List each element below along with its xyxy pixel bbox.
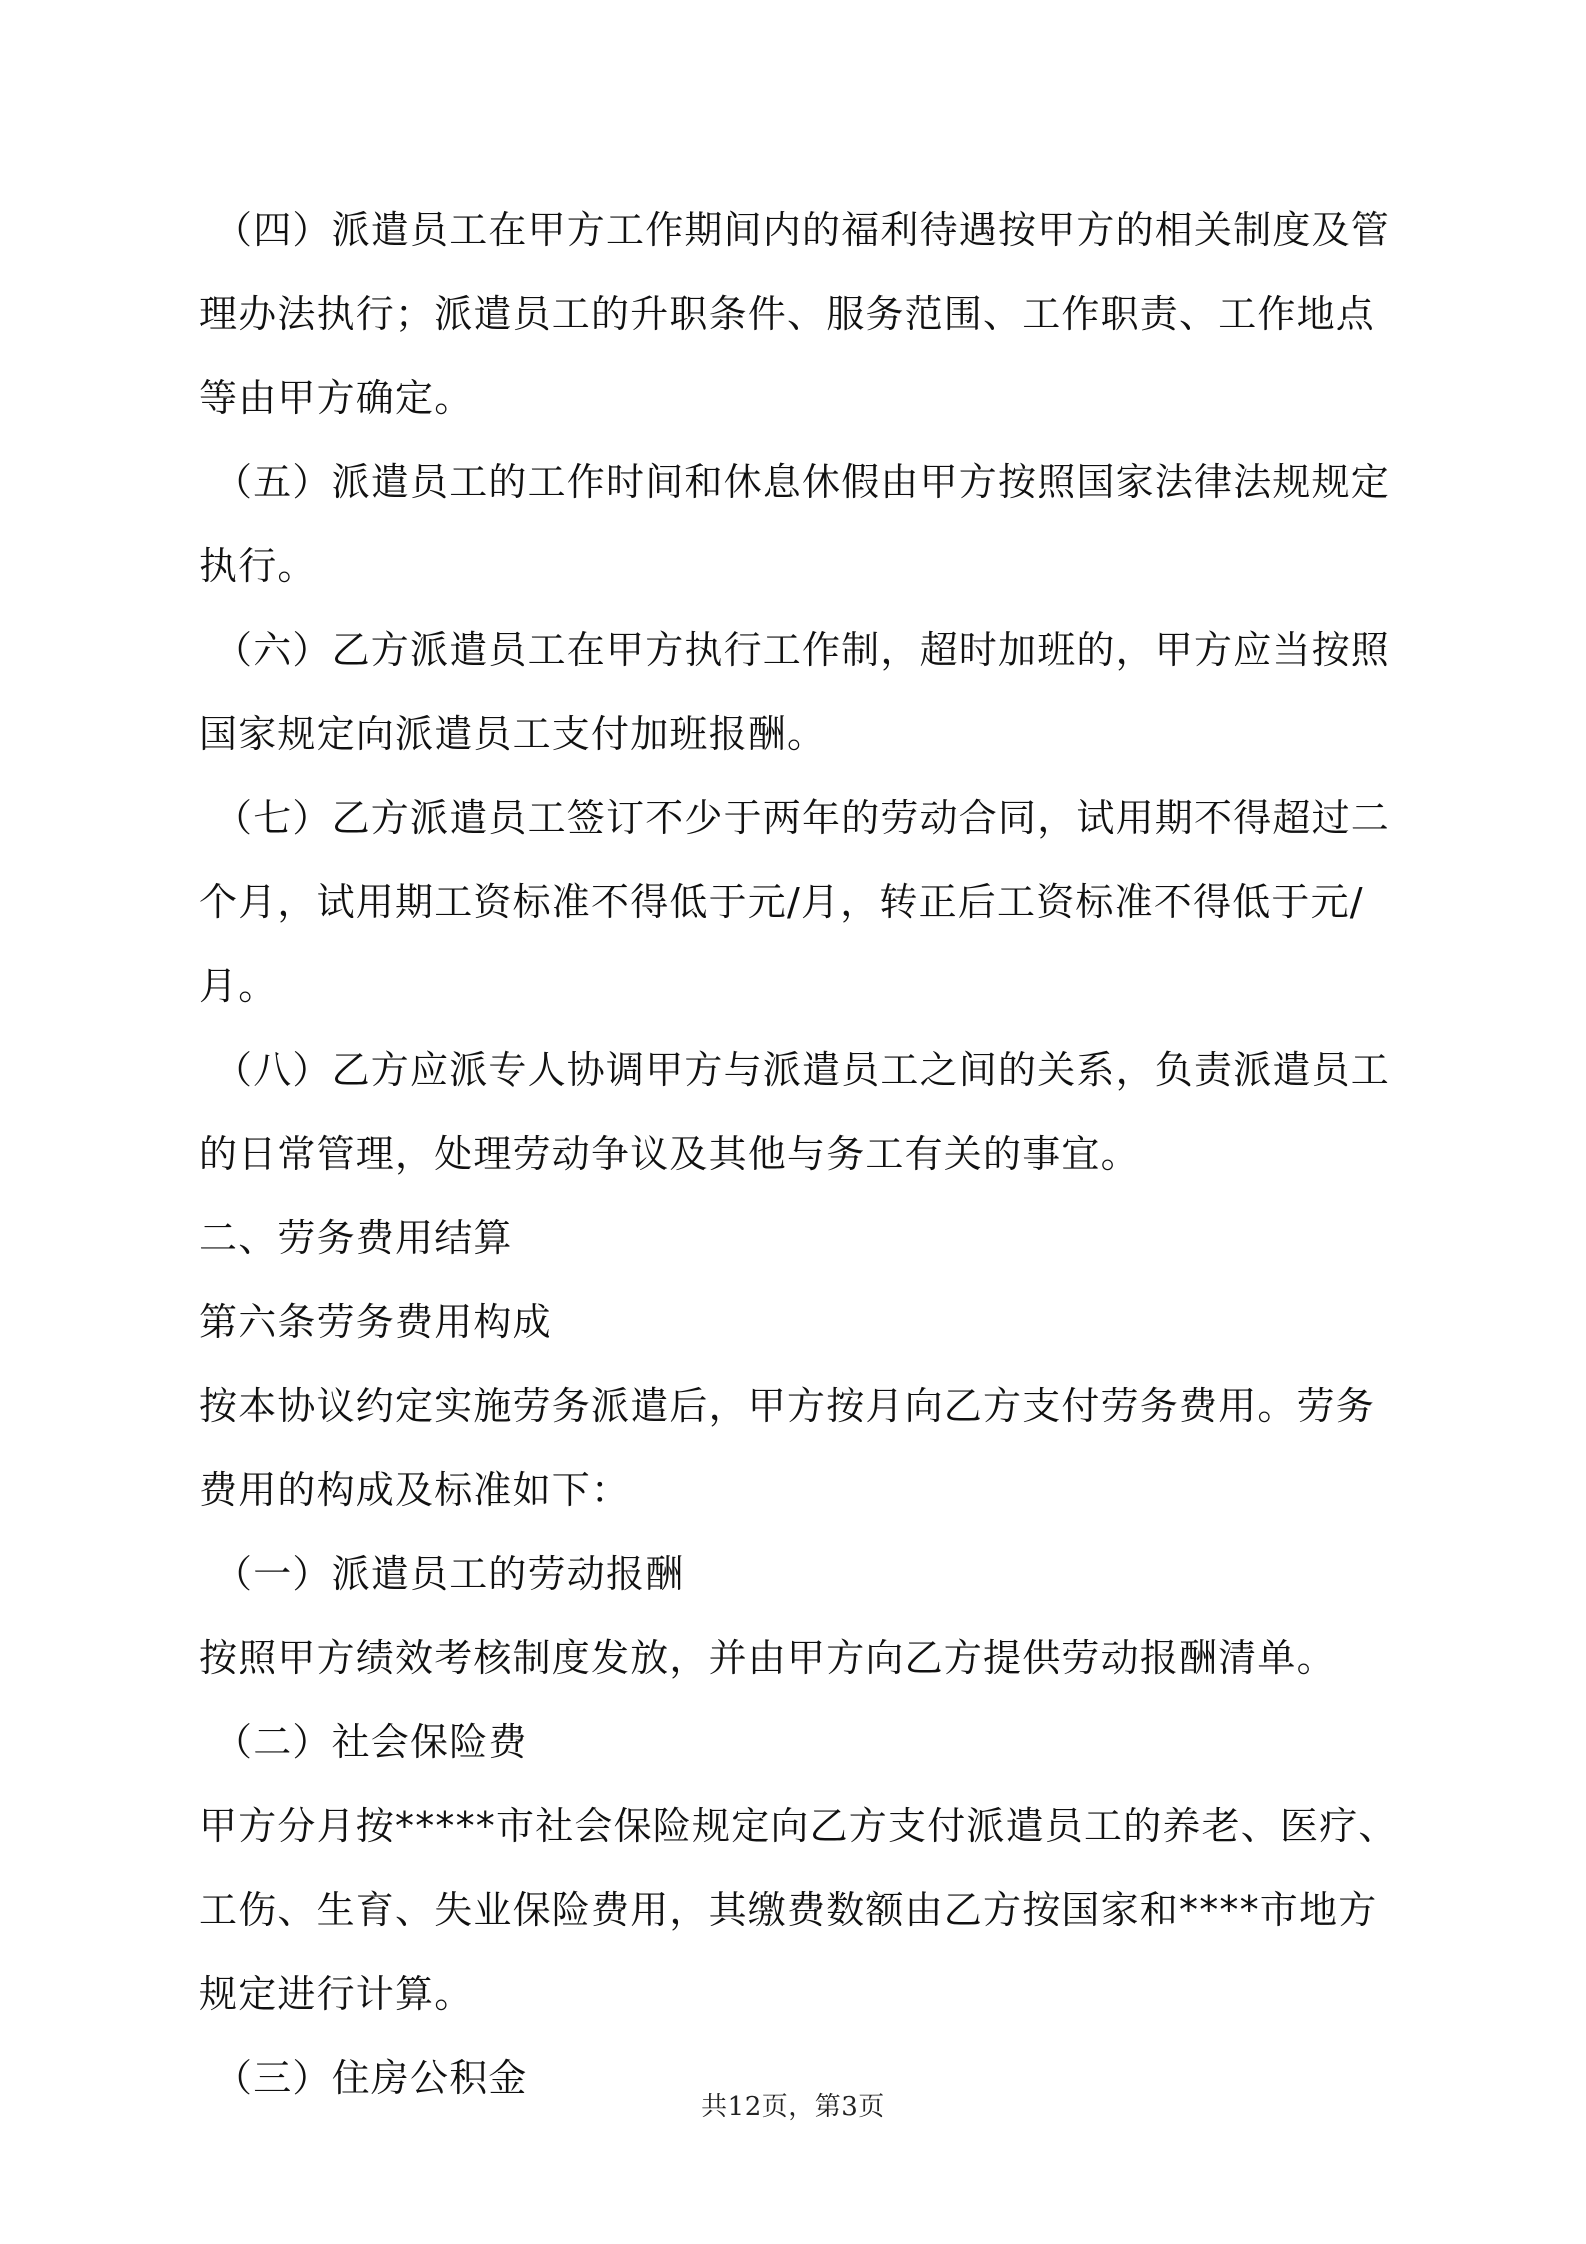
document-body xyxy=(199,188,1409,2120)
paragraph-remuneration: 按照甲方绩效考核制度发放，并由甲方向乙方提供劳动报酬清单。 xyxy=(199,1636,1336,1680)
paragraph-welfare: （四）派遣员工在甲方工作期间内的福利待遇按甲方的相关制度及管理办法执行；派遣员工的升职条件、服务范围、工作职责、工作地点等由甲方确定。 xyxy=(199,208,1391,420)
section-heading-fee-settlement: 二、劳务费用结算 xyxy=(199,1216,513,1260)
article-heading-fee-composition: 第六条劳务费用构成 xyxy=(199,1300,552,1344)
subheading-remuneration: （一）派遣员工的劳动报酬 xyxy=(214,1552,685,1596)
subheading-housing-fund: （三）住房公积金 xyxy=(214,2056,528,2100)
paragraph-coordination: （八）乙方应派专人协调甲方与派遣员工之间的关系，负责派遣员工的日常管理，处理劳动争议及其他与务工有关的事宜。 xyxy=(199,1048,1391,1176)
paragraph-fee-intro: 按本协议约定实施劳务派遣后，甲方按月向乙方支付劳务费用。劳务费用的构成及标准如下： xyxy=(199,1384,1376,1512)
paragraph-working-hours: （五）派遣员工的工作时间和休息休假由甲方按照国家法律法规规定执行。 xyxy=(199,460,1391,588)
paragraph-labor-contract: （七）乙方派遣员工签订不少于两年的劳动合同，试用期不得超过二个月，试用期工资标准不得低于元/月，转正后工资标准不得低于元/月。 xyxy=(199,796,1391,1008)
paragraph-social-insurance: 甲方分月按*****市社会保险规定向乙方支付派遣员工的养老、医疗、工伤、生育、失业保险费用，其缴费数额由乙方按国家和****市地方规定进行计算。 xyxy=(199,1804,1398,2016)
subheading-social-insurance: （二）社会保险费 xyxy=(214,1720,528,1764)
page-number-footer: 共12页，第3页 xyxy=(701,2092,885,2122)
paragraph-overtime: （六）乙方派遣员工在甲方执行工作制，超时加班的，甲方应当按照国家规定向派遣员工支付加班报酬。 xyxy=(199,628,1391,756)
